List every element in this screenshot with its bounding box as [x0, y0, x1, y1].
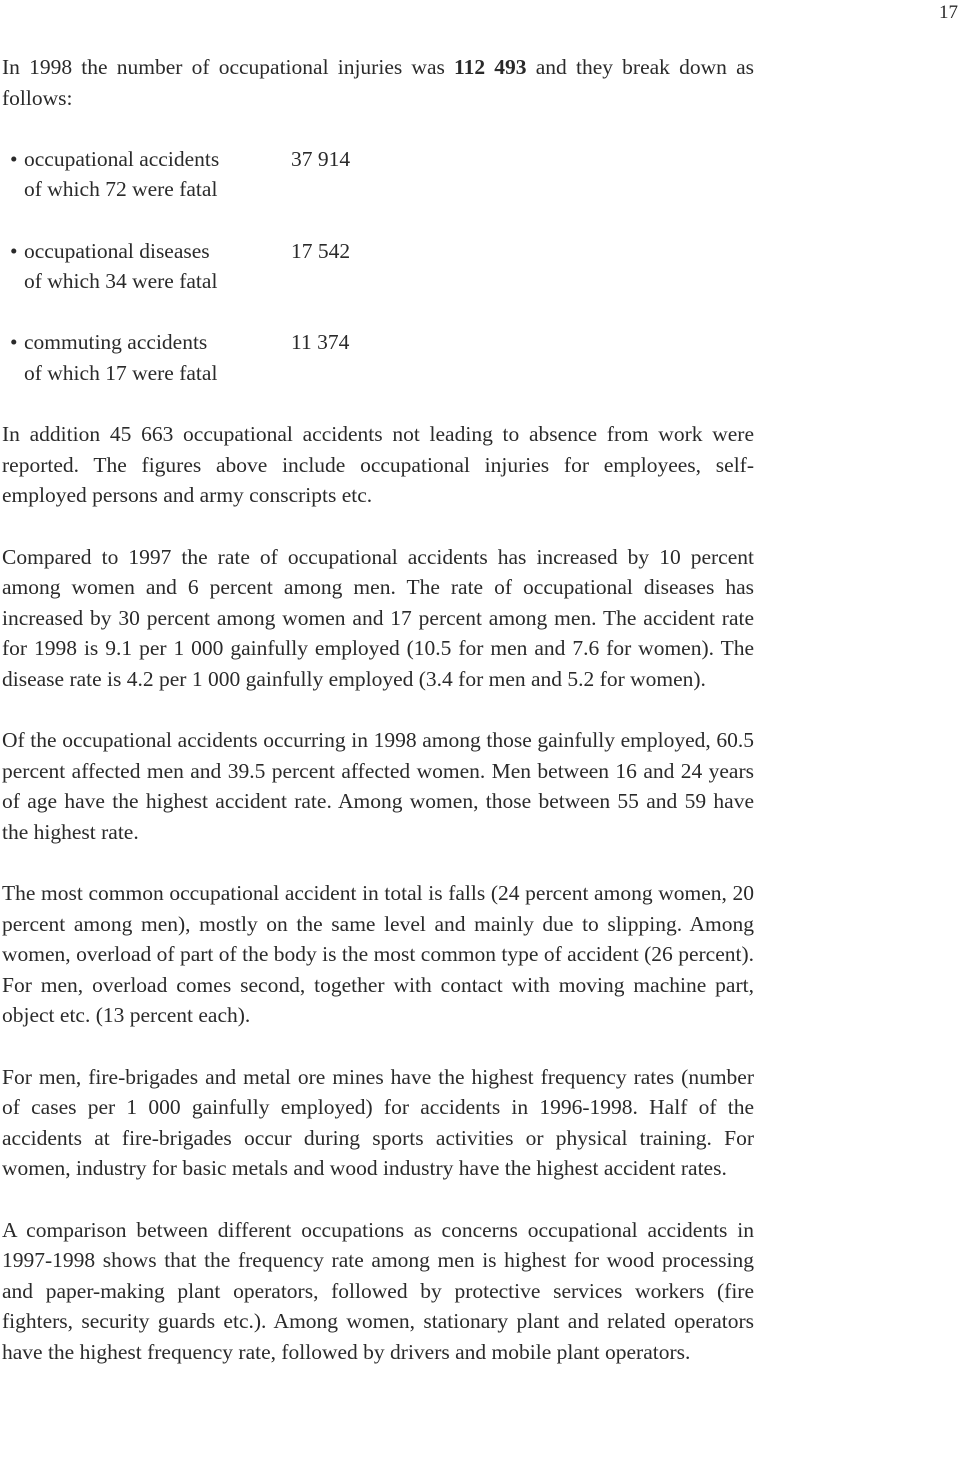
- bullet-icon: •: [10, 330, 18, 355]
- intro-text-after: and they break down as follows:: [2, 55, 754, 110]
- breakdown-fatal-note: of which 17 were fatal: [24, 360, 218, 385]
- breakdown-label: occupational accidents: [24, 146, 220, 171]
- intro-paragraph: [2, 52, 754, 113]
- breakdown-fatal-note: of which 34 were fatal: [24, 269, 218, 294]
- paragraph-occupations: A comparison between different occupations as concerns occupational accidents in 1997-1998 shows that the frequency rate among men is highest for wood processing and paper-making plant operators, followed by protective services workers (fire fighters, security guards etc.). Among women, stationary plant and related operators have the highest frequency rate, followed by drivers and mobile plant operators.: [2, 1217, 754, 1364]
- breakdown-value: 37 914: [291, 146, 351, 171]
- document-body: [2, 52, 754, 1368]
- breakdown-item-commuting-accidents: [2, 327, 754, 388]
- breakdown-item-occupational-diseases: [2, 236, 754, 297]
- breakdown-value: 17 542: [291, 238, 351, 263]
- paragraph-gender-age: Of the occupational accidents occurring in 1998 among those gainfully employed, 60.5 percent affected men and 39.5 percent affected women. Men between 16 and 24 years of age have the highest accident rate. Among women, those between 55 and 59 have the highest rate.: [2, 728, 754, 844]
- page-number: 17: [939, 2, 958, 23]
- bullet-icon: •: [10, 146, 18, 171]
- breakdown-label: commuting accidents: [24, 330, 208, 355]
- breakdown-value: 11 374: [291, 330, 350, 355]
- paragraph-accident-types: The most common occupational accident in total is falls (24 percent among women, 20 percent among men), mostly on the same level and mainly due to slipping. Among women, overload of part of the body is the most common type of accident (26 percent). For men, overload comes second, together with contact with moving machine part, object etc. (13 percent each).: [2, 881, 754, 1028]
- total-injuries: 112 493: [454, 55, 527, 79]
- paragraph-additional-accidents: In addition 45 663 occupational accidents not leading to absence from work were reported. The figures above include occupational injuries for employees, self-employed persons and army conscripts etc.: [2, 422, 754, 508]
- bullet-icon: •: [10, 238, 18, 263]
- paragraph-industries: For men, fire-brigades and metal ore mines have the highest frequency rates (number of cases per 1 000 gainfully employed) for accidents in 1996-1998. Half of the accidents at fire-brigades occur during sports activities or physical training. For women, industry for basic metals and wood industry have the highest accident rates.: [2, 1064, 754, 1181]
- intro-text-before: In 1998 the number of occupational injuries was: [2, 55, 455, 79]
- breakdown-fatal-note: of which 72 were fatal: [24, 177, 218, 202]
- paragraph-rate-comparison: Compared to 1997 the rate of occupational accidents has increased by 10 percent among women and 6 percent among men. The rate of occupational diseases has increased by 30 percent among women and 17 percent among men. The accident rate for 1998 is 9.1 per 1 000 gainfully employed (10.5 for men and 7.6 for women). The disease rate is 4.2 per 1 000 gainfully employed (3.4 for men and 5.2 for women).: [2, 544, 754, 691]
- breakdown-label: occupational diseases: [24, 238, 210, 263]
- breakdown-item-occupational-accidents: [2, 144, 754, 205]
